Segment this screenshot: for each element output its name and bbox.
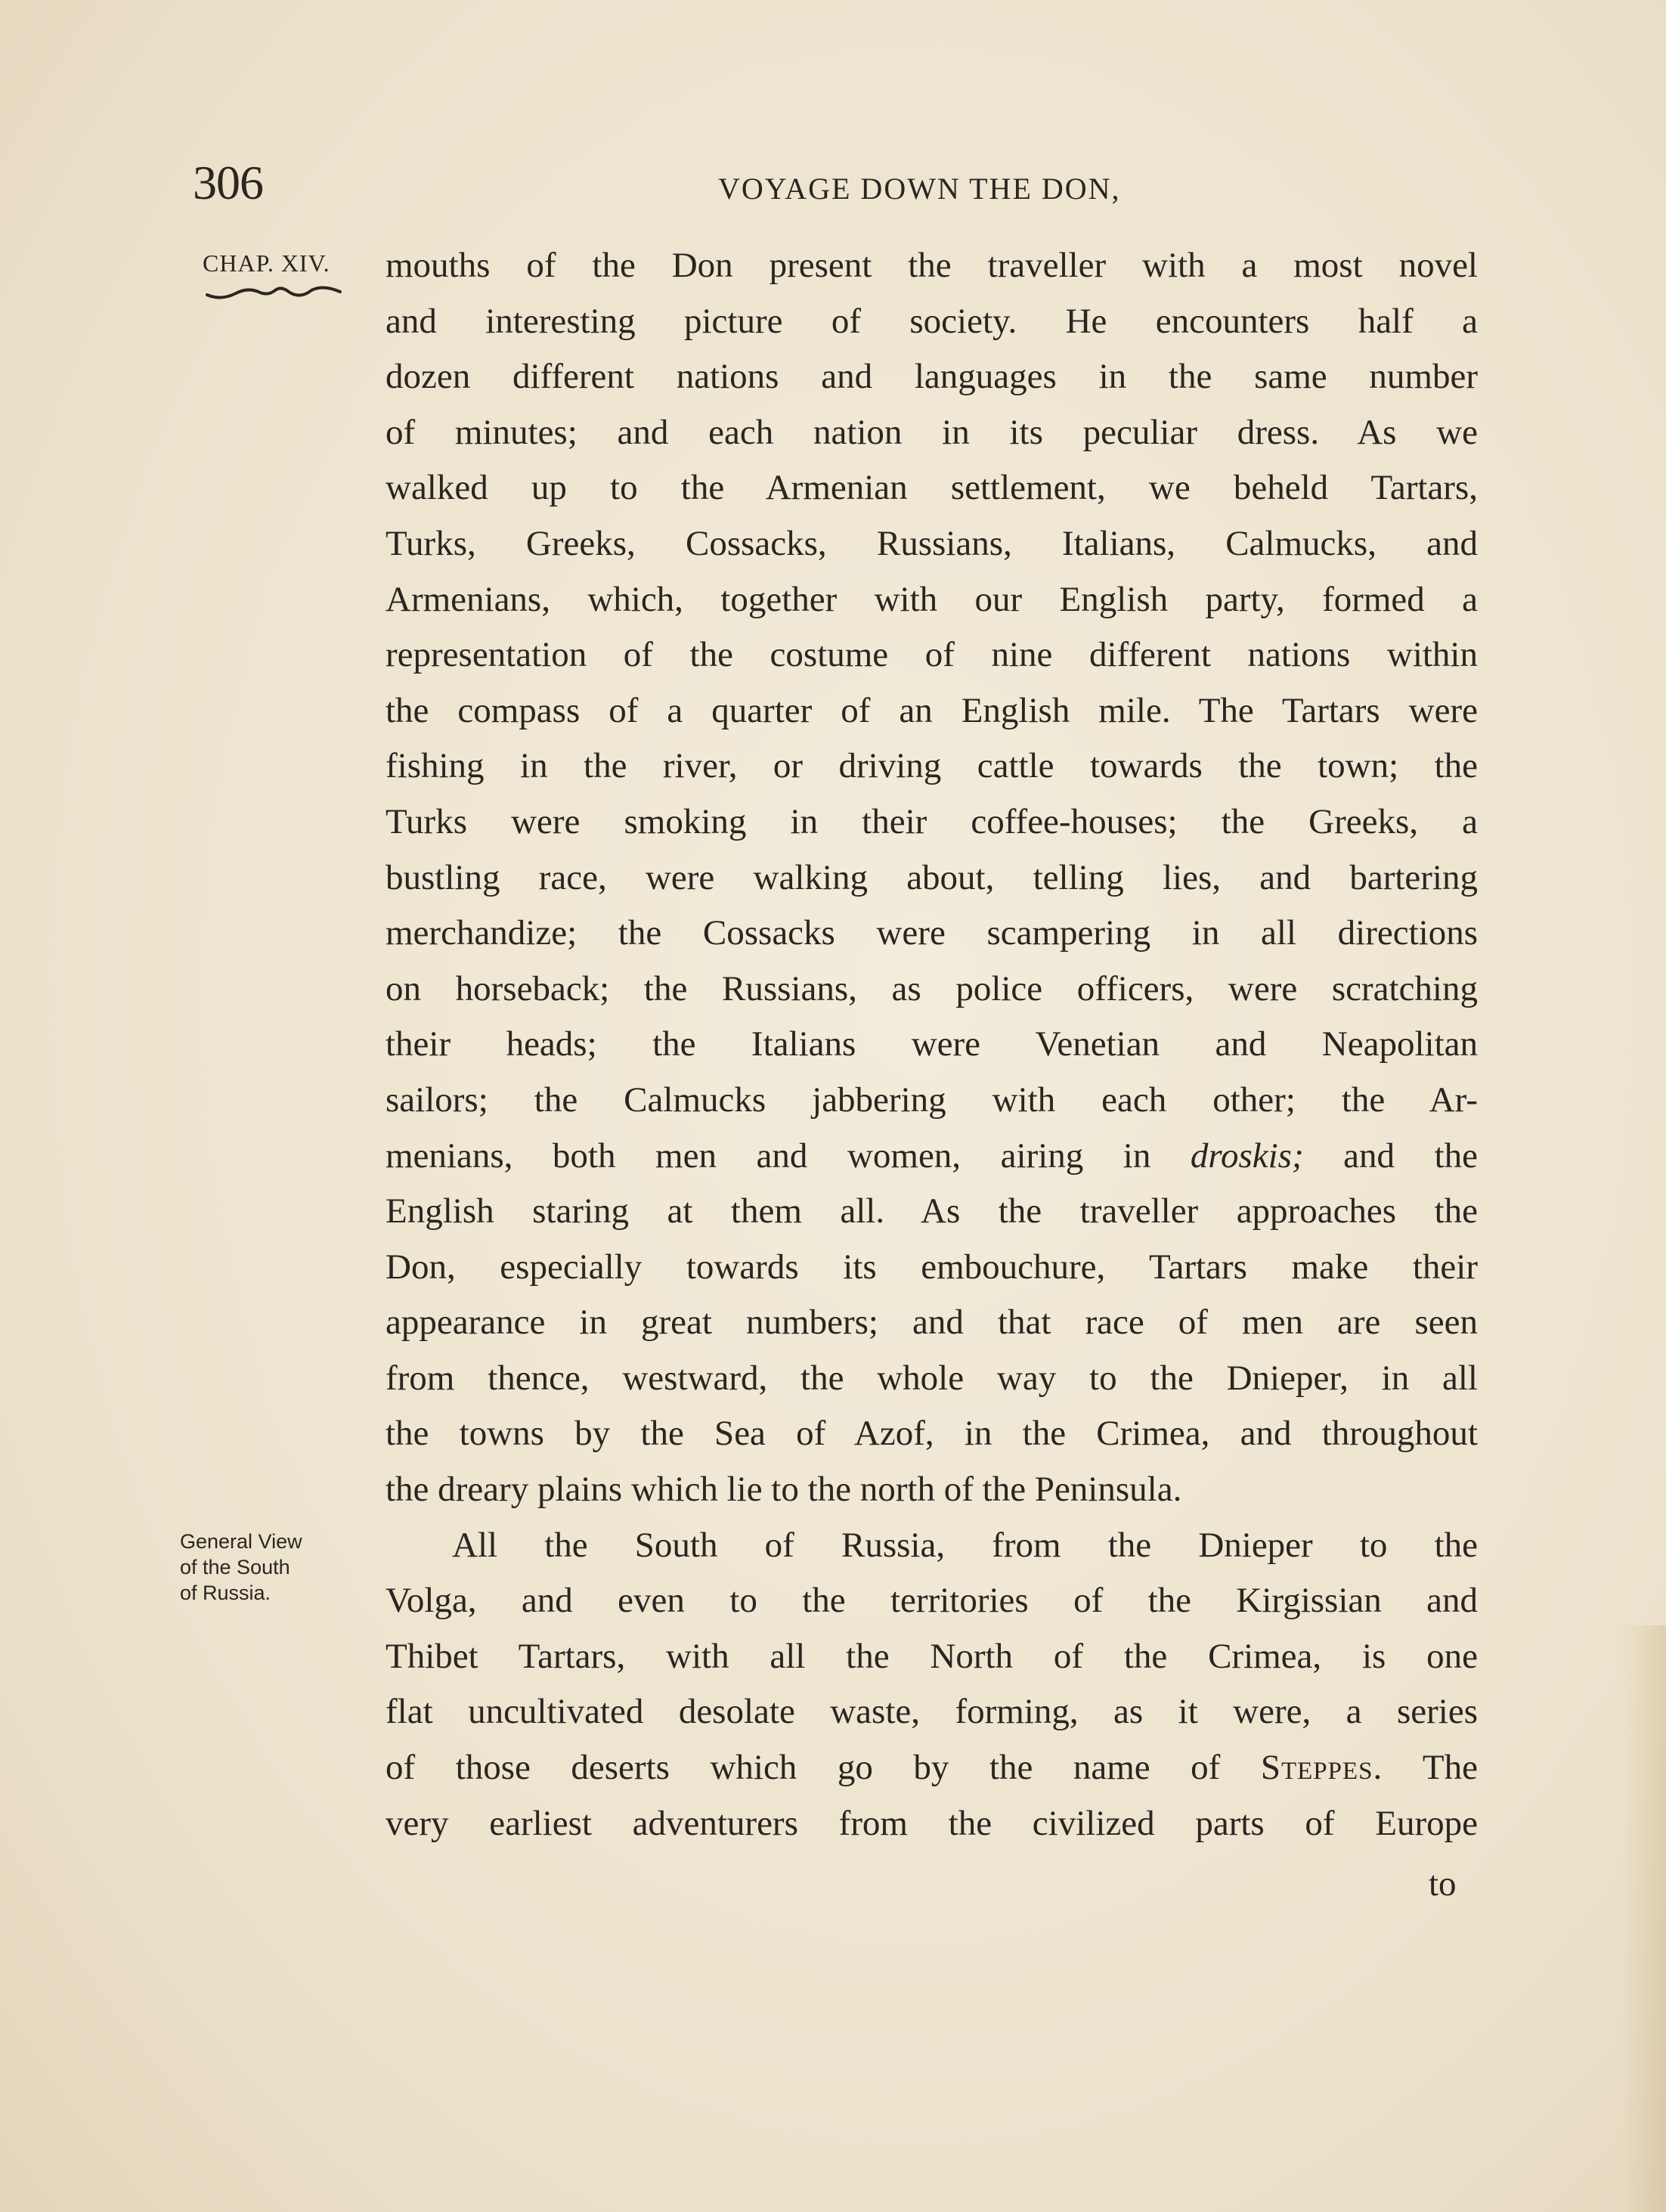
text-line: from thence, westward, the whole way to the Dnieper, in all [386,1358,1478,1398]
text-line: sailors; the Calmucks jabbering with each other; the Ar- [386,1080,1478,1120]
catchword: to [1429,1864,1457,1904]
text-line [386,1129,1478,1185]
text-line: mouths of the Don present the traveller with a most novel [386,246,1478,285]
running-head: VOYAGE DOWN THE DON, [718,172,1121,206]
text-line: of minutes; and each nation in its peculiar dress. As we [386,412,1478,452]
ornament-flourish-icon [206,283,342,305]
page-edge-stain [1621,1625,1666,2212]
chapter-label: CHAP. XIV. [203,249,330,277]
text-line [386,1740,1478,1796]
text-line: the towns by the Sea of Azof, in the Crimea, and throughout [386,1414,1478,1454]
text-line: their heads; the Italians were Venetian and Neapolitan [386,1024,1478,1064]
text-line: appearance in great numbers; and that race of men are seen [386,1303,1478,1343]
sidenote-line: of Russia. [180,1582,271,1604]
text-line: Don, especially towards its embouchure, Tartars make their [386,1247,1478,1287]
body-text [386,238,1478,1851]
text-line: the dreary plains which lie to the north of the Peninsula. [386,1470,1182,1510]
text-line: the compass of a quarter of an English mile. The Tartars were [386,690,1478,730]
text-line: Turks, Greeks, Cossacks, Russians, Italians, Calmucks, and [386,523,1478,563]
sidenote [180,1529,302,1606]
sidenote-line: General View [180,1530,302,1553]
text-line: merchandize; the Cossacks were scampering in all directions [386,913,1478,953]
text-line: dozen different nations and languages in the same number [386,357,1478,397]
text-line: walked up to the Armenian settlement, we beheld Tartars, [386,468,1478,508]
text-line: representation of the costume of nine different nations within [386,635,1478,675]
smallcaps-word: Steppes. [1260,1748,1383,1788]
text-line: on horseback; the Russians, as police officers, were scratching [386,968,1478,1008]
text-line: bustling race, were walking about, telling lies, and bartering [386,857,1478,897]
text-line: Volga, and even to the territories of the Kirgissian and [386,1581,1478,1621]
text-line: English staring at them all. As the traveller approaches the [386,1191,1478,1231]
text-line: Armenians, which, together with our English party, formed a [386,579,1478,619]
text-line: very earliest adventurers from the civilized parts of Europe [386,1803,1478,1843]
text-run: The [1383,1748,1478,1788]
text-line: and interesting picture of society. He encounters half a [386,301,1478,341]
page-number: 306 [193,156,263,209]
text-line: Thibet Tartars, with all the North of the Crimea, is one [386,1636,1478,1676]
text-line: fishing in the river, or driving cattle towards the town; the [386,746,1478,786]
italic-word: droskis; [1190,1135,1304,1176]
text-run: menians, both men and women, airing in [386,1135,1191,1176]
text-line: Turks were smoking in their coffee-houses; the Greeks, a [386,801,1478,841]
text-line: All the South of Russia, from the Dnieper to the [452,1525,1478,1565]
sidenote-line: of the South [180,1556,290,1578]
text-line: flat uncultivated desolate waste, forming, as it were, a series [386,1692,1478,1732]
text-run: of those deserts which go by the name of [386,1748,1261,1788]
text-run: and the [1303,1135,1479,1176]
